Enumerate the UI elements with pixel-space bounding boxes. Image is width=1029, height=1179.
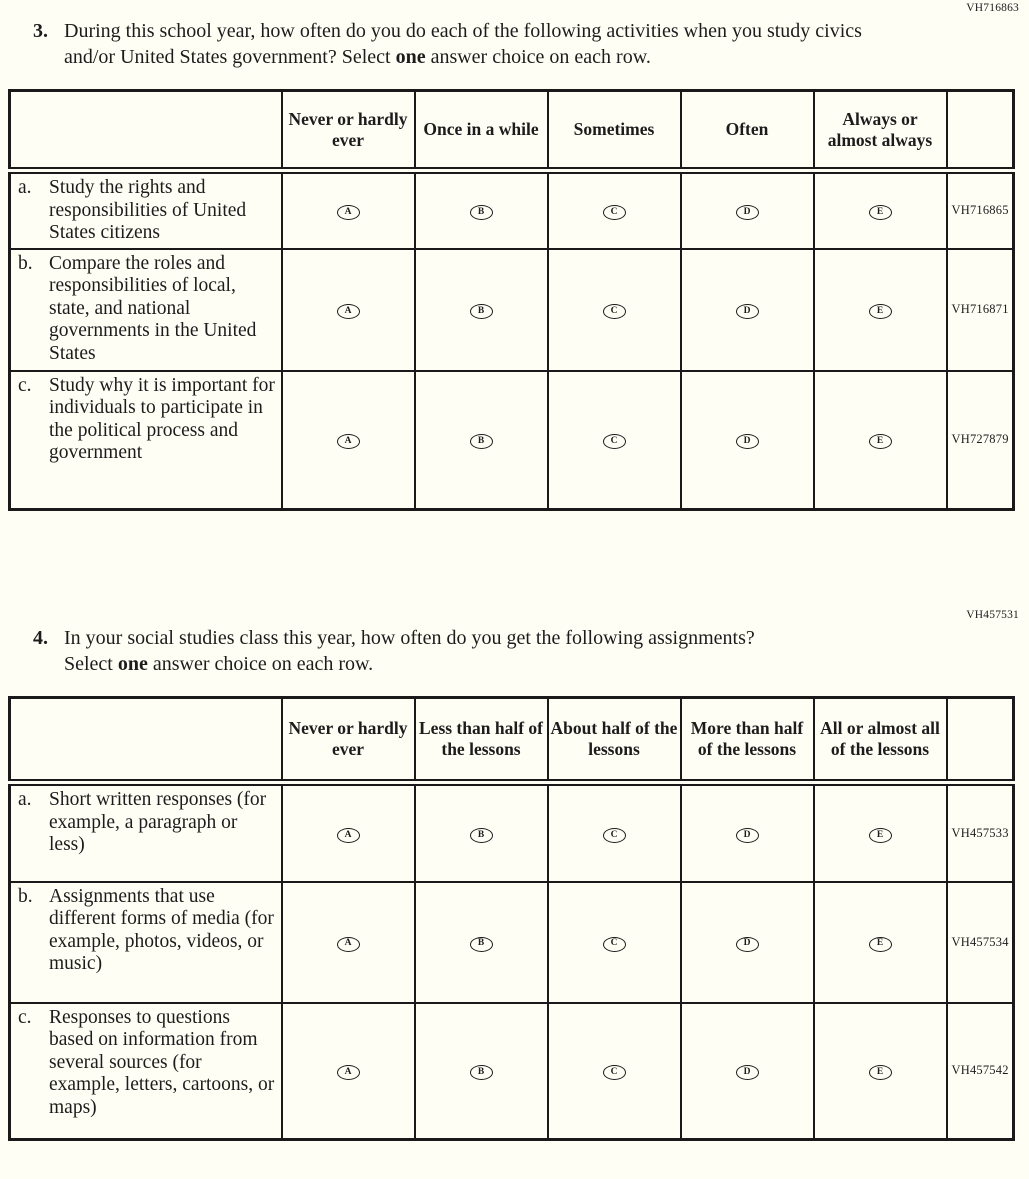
answer-bubble-c[interactable]: C bbox=[603, 205, 626, 220]
row-label-text: Compare the roles and responsibilities of local, state, and national governments in the United States bbox=[49, 252, 257, 364]
table2-header-blank bbox=[10, 698, 282, 783]
table1-header-sometimes: Sometimes bbox=[548, 91, 681, 171]
answer-bubble-d[interactable]: D bbox=[736, 205, 759, 220]
row-label-text: Study the rights and responsibilities of United States citizens bbox=[49, 177, 247, 243]
table-row bbox=[10, 371, 1014, 510]
answer-bubble-b[interactable]: B bbox=[470, 1065, 493, 1080]
item-code: VH727879 bbox=[947, 371, 1014, 510]
table1-header-once-in-a-while: Once in a while bbox=[415, 91, 548, 171]
row-label-text: Assignments that use different forms of media (for example, photos, videos, or music) bbox=[49, 885, 274, 974]
answer-bubble-a[interactable]: A bbox=[337, 828, 360, 843]
row-letter: b. bbox=[18, 252, 33, 274]
table2-header-about-half: About half of the lessons bbox=[548, 698, 681, 783]
answer-bubble-e[interactable]: E bbox=[869, 937, 892, 952]
answer-bubble-b[interactable]: B bbox=[470, 434, 493, 449]
question-3-number: 3. bbox=[33, 20, 48, 42]
question-4-text-post: answer choice on each row. bbox=[147, 653, 374, 675]
item-code: VH716865 bbox=[947, 171, 1014, 249]
answer-bubble-a[interactable]: A bbox=[337, 304, 360, 319]
answer-bubble-d[interactable]: D bbox=[736, 1065, 759, 1080]
question-3-text-pre: During this school year, how often do you do each of the following activities when you study civics and/or United States government? Select bbox=[64, 20, 862, 68]
row-label-text: Responses to questions based on information from several sources (for example, letters, cartoons, or maps) bbox=[49, 1006, 275, 1118]
question-4-text bbox=[64, 625, 769, 677]
table1-header-blank bbox=[10, 91, 282, 171]
table2-header-less-than-half: Less than half of the lessons bbox=[415, 698, 548, 783]
answer-bubble-b[interactable]: B bbox=[470, 304, 493, 319]
row-letter: a. bbox=[18, 177, 32, 198]
answer-bubble-a[interactable]: A bbox=[337, 205, 360, 220]
answer-bubble-e[interactable]: E bbox=[869, 1065, 892, 1080]
table2-header-code-blank bbox=[947, 698, 1014, 783]
item-code: VH716871 bbox=[947, 249, 1014, 371]
question-3-answer-table bbox=[8, 89, 1015, 511]
answer-bubble-e[interactable]: E bbox=[869, 304, 892, 319]
table1-header-code-blank bbox=[947, 91, 1014, 171]
form-code-q3: VH716863 bbox=[966, 2, 1019, 14]
form-code-q4: VH457531 bbox=[966, 609, 1019, 621]
answer-bubble-d[interactable]: D bbox=[736, 937, 759, 952]
row-letter: b. bbox=[18, 885, 33, 907]
table1-row-c-label bbox=[10, 371, 282, 510]
answer-bubble-c[interactable]: C bbox=[603, 304, 626, 319]
table-row bbox=[10, 783, 1014, 882]
answer-bubble-d[interactable]: D bbox=[736, 434, 759, 449]
answer-bubble-e[interactable]: E bbox=[869, 205, 892, 220]
table2-header-more-than-half: More than half of the lessons bbox=[681, 698, 814, 783]
answer-bubble-a[interactable]: A bbox=[337, 937, 360, 952]
table2-header-row bbox=[10, 698, 1014, 783]
answer-bubble-a[interactable]: A bbox=[337, 434, 360, 449]
question-4 bbox=[33, 625, 1029, 677]
row-letter: c. bbox=[18, 1006, 32, 1028]
question-4-text-bold: one bbox=[117, 653, 148, 675]
answer-bubble-d[interactable]: D bbox=[736, 828, 759, 843]
row-letter: c. bbox=[18, 374, 32, 396]
table2-header-never: Never or hardly ever bbox=[282, 698, 415, 783]
table2-row-a-label bbox=[10, 783, 282, 882]
answer-bubble-a[interactable]: A bbox=[337, 1065, 360, 1080]
table1-row-b-label bbox=[10, 249, 282, 371]
table-row bbox=[10, 249, 1014, 371]
item-code: VH457534 bbox=[947, 882, 1014, 1003]
answer-bubble-d[interactable]: D bbox=[736, 304, 759, 319]
table2-row-b-label bbox=[10, 882, 282, 1003]
table1-header-often: Often bbox=[681, 91, 814, 171]
answer-bubble-e[interactable]: E bbox=[869, 434, 892, 449]
item-code: VH457542 bbox=[947, 1003, 1014, 1140]
question-3 bbox=[33, 18, 1029, 70]
row-letter: a. bbox=[18, 789, 32, 810]
answer-bubble-c[interactable]: C bbox=[603, 1065, 626, 1080]
question-4-number: 4. bbox=[33, 627, 48, 649]
table1-header-always: Always or almost always bbox=[814, 91, 947, 171]
answer-bubble-e[interactable]: E bbox=[869, 828, 892, 843]
answer-bubble-b[interactable]: B bbox=[470, 205, 493, 220]
table1-header-never: Never or hardly ever bbox=[282, 91, 415, 171]
row-label-text: Short written responses (for example, a paragraph or less) bbox=[49, 789, 267, 855]
answer-bubble-c[interactable]: C bbox=[603, 937, 626, 952]
table2-row-c-label bbox=[10, 1003, 282, 1140]
question-3-text-post: answer choice on each row. bbox=[425, 46, 651, 68]
answer-bubble-b[interactable]: B bbox=[470, 937, 493, 952]
table2-header-all: All or almost all of the lessons bbox=[814, 698, 947, 783]
table1-header-row bbox=[10, 91, 1014, 171]
table-row bbox=[10, 171, 1014, 249]
question-4-answer-table bbox=[8, 696, 1015, 1141]
table-row bbox=[10, 1003, 1014, 1140]
answer-bubble-c[interactable]: C bbox=[603, 434, 626, 449]
table-row bbox=[10, 882, 1014, 1003]
table1-row-a-label bbox=[10, 171, 282, 249]
answer-bubble-c[interactable]: C bbox=[603, 828, 626, 843]
row-label-text: Study why it is important for individuals to participate in the political process and government bbox=[49, 374, 275, 463]
question-3-text-bold: one bbox=[395, 46, 426, 68]
question-3-text bbox=[64, 18, 892, 70]
answer-bubble-b[interactable]: B bbox=[470, 828, 493, 843]
item-code: VH457533 bbox=[947, 783, 1014, 882]
question-4-text-pre: In your social studies class this year, how often do you get the following assignments? Select bbox=[64, 627, 755, 675]
